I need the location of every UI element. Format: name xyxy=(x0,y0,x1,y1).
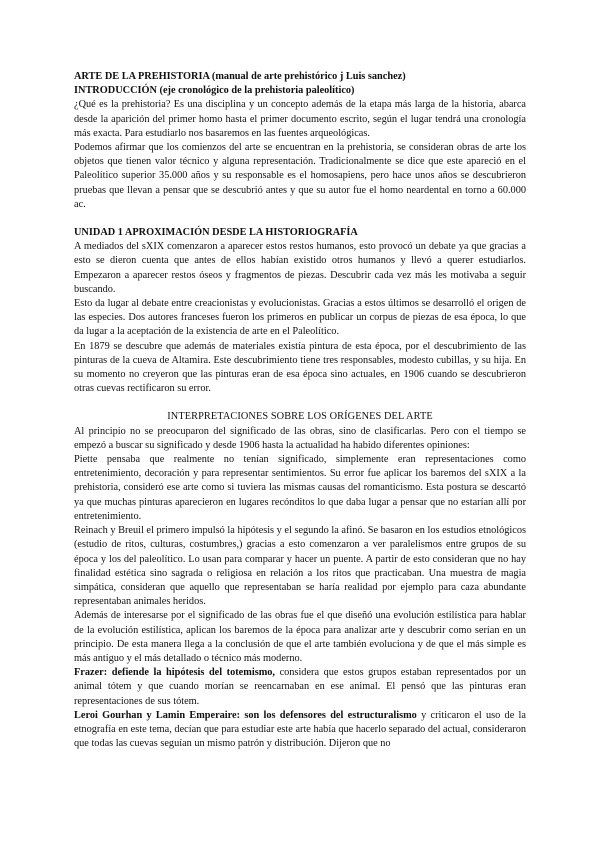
piette-paragraph: Piette pensaba que realmente no tenían significado, simplemente eran representaciones como entretenimiento, decoración y para representar sentimientos. Su error fue aplicar los baremos del sXIX a la prehistoria, consideró ese arte como si tuviera las mismas causas del romanticismo. Esta postura se descartó ya que muchas pinturas aparecieron en lugares recónditos lo que daba lugar a pensar que no estarían allí por entretenimiento. xyxy=(74,454,526,522)
interpretations-heading: INTERPRETACIONES SOBRE LOS ORÍGENES DEL ARTE xyxy=(167,411,433,423)
unit-1-paragraph-2: Esto da lugar al debate entre creacionistas y evolucionistas. Gracias a estos últimos se desarrolló el origen de las especies. Dos autores franceses fueron los primeros en publicar un corpus de piezas de esa época, lo que da lugar a la aceptación de la existencia de arte en el Paleolítico. xyxy=(74,298,526,338)
frazer-text: considera que estos grupos estaban representados por un animal tótem y que cuando morían se reencarnaban en ese animal. El pensó que las pinturas eran representaciones de sus tótem. xyxy=(74,667,526,707)
document-page xyxy=(74,70,526,751)
unit-1-paragraph-3: En 1879 se descubre que además de materiales existía pintura de esta época, por el descubrimiento de las pinturas de la cueva de Altamira. Este descubrimiento tiene tres responsables, modesto cubillas, y su hija. En su momento no creyeron que las pinturas eran de esa época sino actuales, en 1906 cuando se descubrieron otras cuevas rectificaron su error. xyxy=(74,340,526,395)
frazer-paragraph xyxy=(74,666,526,709)
stylistic-evolution-paragraph: Además de interesarse por el significado de las obras fue el que diseñó una evolución estilística para hablar de la evolución estilística, aplican los baremos de la época para analizar arte y descubrir como serían en un principio. De esta manera llega a la conclusión de que el arte también evoluciona y de que el más simple es más antiguo y el más detallado o técnico más moderno. xyxy=(74,610,526,664)
spacer xyxy=(74,212,526,226)
reinach-breuil-paragraph: Reinach y Breuil el primero impulsó la hipótesis y el segundo la afinó. Se basaron en los estudios etnológicos (estudio de ritos, culturas, costumbres,) gracias a esto comenzaron a ver paralelismos entre grupos de su época y los del paleolítico. Lo usan para comparar y hacer un puente. A partir de esto consideran que no hay finalidad estética sino sagrada o religiosa en relación a los ritos que practicaban. Una muestra de magia simpática, consideran que aquello que representaban se haría realidad por ejemplo para caza abundante representaban animales heridos. xyxy=(74,525,526,608)
leroi-gourhan-paragraph xyxy=(74,709,526,752)
document-title: ARTE DE LA PREHISTORIA (manual de arte prehistórico j Luis sanchez) xyxy=(74,71,406,82)
leroi-gourhan-text: y criticaron el uso de la etnografía en este tema, decían que para estudiar este arte había que hacerlo separado del actual, consideraron que todas las cuevas seguían un mismo patrón y distribución. Dijeron que no xyxy=(74,709,526,750)
frazer-lead: Frazer: defiende la hipótesis del totemismo, xyxy=(74,667,275,679)
introduction-heading: INTRODUCCIÓN (eje cronológico de la prehistoria paleolítico) xyxy=(74,85,355,97)
intro-paragraph-2: Podemos afirmar que los comienzos del arte se encuentran en la prehistoria, se consideran obras de arte los objetos que tienen valor técnico y alguna representación. Tradicionalmente se dice que este apareció en el Paleolítico superior 35.000 años y su responsable es el homosapiens, pero hace unos años se descubrieron pruebas que llevan a pensar que se descubrió antes y que su autor fue el homo neardental en torno a 60.000 ac. xyxy=(74,142,526,210)
unit-1-heading: UNIDAD 1 APROXIMACIÓN DESDE LA HISTORIOGRAFÍA xyxy=(74,227,358,239)
intro-paragraph-1: ¿Qué es la prehistoria? Es una disciplina y un concepto además de la etapa más larga de la historia, abarca desde la aparición del primer homo hasta el primer documento escrito, según el lugar tendrá una cronología más exacta. Para estudiarlo nos basaremos en las fuentes arqueológicas. xyxy=(74,99,526,139)
spacer xyxy=(74,396,526,410)
unit-1-paragraph-1: A mediados del sXIX comenzaron a aparecer estos restos humanos, esto provocó un debate ya que gracias a esto se dieron cuenta que antes de ellos habían existido otros humanos y llevó a querer estudiarlos. Empezaron a aparecer restos óseos y fragmentos de piezas. Descubrir cada vez más les motivaba a seguir buscando. xyxy=(74,241,526,295)
leroi-gourhan-lead: Leroi Gourhan y Lamin Emperaire: son los defensores del estructuralismo xyxy=(74,709,417,721)
interpretations-paragraph-1: Al principio no se preocuparon del significado de las obras, sino de clasificarlas. Pero con el tiempo se empezó a buscar su significado y desde 1906 hasta la actualidad ha habido diferentes opiniones: xyxy=(74,425,526,451)
